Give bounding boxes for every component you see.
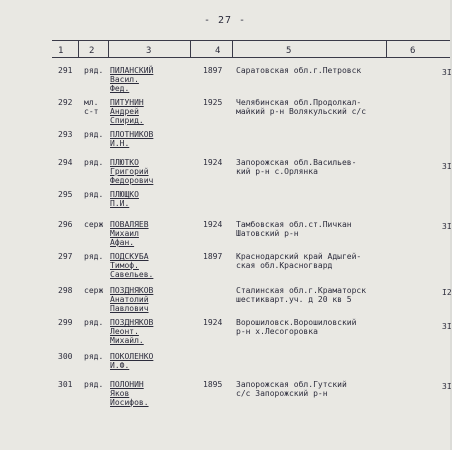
cell-number: 301 [58, 380, 73, 389]
cell-number: 294 [58, 158, 73, 167]
cell-rank: ряд. [84, 352, 104, 361]
cell-rank: серж [84, 286, 104, 295]
cell-year: 1895 [203, 380, 223, 389]
cell-name: ПИТУНИН Андрей Спирид. [110, 98, 144, 125]
margin-mark: ЗI [442, 68, 452, 77]
cell-rank: ряд. [84, 130, 104, 139]
margin-mark: ЗI [442, 162, 452, 171]
cell-rank: ряд. [84, 318, 104, 327]
cell-address: Челябинская обл.Продолкал- майкий р-н Волякульский с/с [236, 98, 367, 116]
cell-name: ПОЗДНЯКОВ Леонт. Михайл. [110, 318, 154, 345]
cell-name: ПОДСКУБА Тимоф. Савельев. [110, 252, 154, 279]
cell-number: 295 [58, 190, 73, 199]
cell-year: 1924 [203, 318, 223, 327]
column-divider [386, 40, 387, 58]
column-divider [232, 40, 233, 58]
cell-rank: мл. с-т [84, 98, 99, 116]
margin-mark: ЗI [442, 222, 452, 231]
cell-year: 1897 [203, 252, 223, 261]
cell-year: 1897 [203, 66, 223, 75]
cell-number: 299 [58, 318, 73, 327]
cell-year: 1924 [203, 158, 223, 167]
cell-number: 297 [58, 252, 73, 261]
cell-number: 296 [58, 220, 73, 229]
cell-year: 1925 [203, 98, 223, 107]
cell-name: ПЛЮЩКО П.И. [110, 190, 139, 208]
margin-mark: ЗI [442, 382, 452, 391]
header-rule-bottom [52, 57, 450, 58]
column-header-5: 5 [286, 46, 292, 56]
cell-rank: ряд. [84, 252, 104, 261]
cell-address: Краснодарский край Адыгей- ская обл.Красногвард [236, 252, 362, 270]
cell-rank: ряд. [84, 190, 104, 199]
cell-rank: серж [84, 220, 104, 229]
cell-year: 1924 [203, 220, 223, 229]
column-divider [78, 40, 79, 58]
cell-name: ПИЛАНСКИЙ Васил. Фед. [110, 66, 154, 93]
cell-address: Саратовская обл.г.Петровск [236, 66, 362, 75]
column-header-1: 1 [58, 46, 64, 56]
cell-address: Сталинская обл.г.Краматорск шестикварт.уч. д 20 кв 5 [236, 286, 367, 304]
column-divider [190, 40, 191, 58]
header-rule-top [52, 40, 450, 41]
margin-mark: I2 [442, 288, 452, 297]
cell-name: ПОВАЛЯЕВ Михаил Афан. [110, 220, 149, 247]
column-header-4: 4 [215, 46, 221, 56]
cell-name: ПОЗДНЯКОВ Анатолий Павлович [110, 286, 154, 313]
cell-rank: ряд. [84, 380, 104, 389]
cell-name: ПОКОЛЕНКО И.Ф. [110, 352, 154, 370]
margin-mark: ЗI [442, 322, 452, 331]
cell-address: Ворошиловск.Ворошиловский р-н х.Лесогоровка [236, 318, 357, 336]
page-number: - 27 - [203, 15, 247, 26]
cell-number: 298 [58, 286, 73, 295]
cell-name: ПОЛОНИН Яков Иосифов. [110, 380, 149, 407]
cell-rank: ряд. [84, 66, 104, 75]
cell-address: Запорожская обл.Гутский с/с Запорожский р-н [236, 380, 347, 398]
column-divider [108, 40, 109, 58]
cell-number: 293 [58, 130, 73, 139]
cell-name: ПЛЮТКО Григорий Федорович [110, 158, 154, 185]
cell-number: 291 [58, 66, 73, 75]
cell-number: 300 [58, 352, 73, 361]
cell-name: ПЛОТНИКОВ И.Н. [110, 130, 154, 148]
column-header-6: 6 [410, 46, 416, 56]
cell-rank: ряд. [84, 158, 104, 167]
column-header-3: 3 [146, 46, 152, 56]
cell-address: Тамбовская обл.ст.Пичкан Шатовский р-н [236, 220, 352, 238]
cell-address: Запорожская обл.Васильев- кий р-н с.Орлянка [236, 158, 357, 176]
cell-number: 292 [58, 98, 73, 107]
column-header-2: 2 [89, 46, 95, 56]
